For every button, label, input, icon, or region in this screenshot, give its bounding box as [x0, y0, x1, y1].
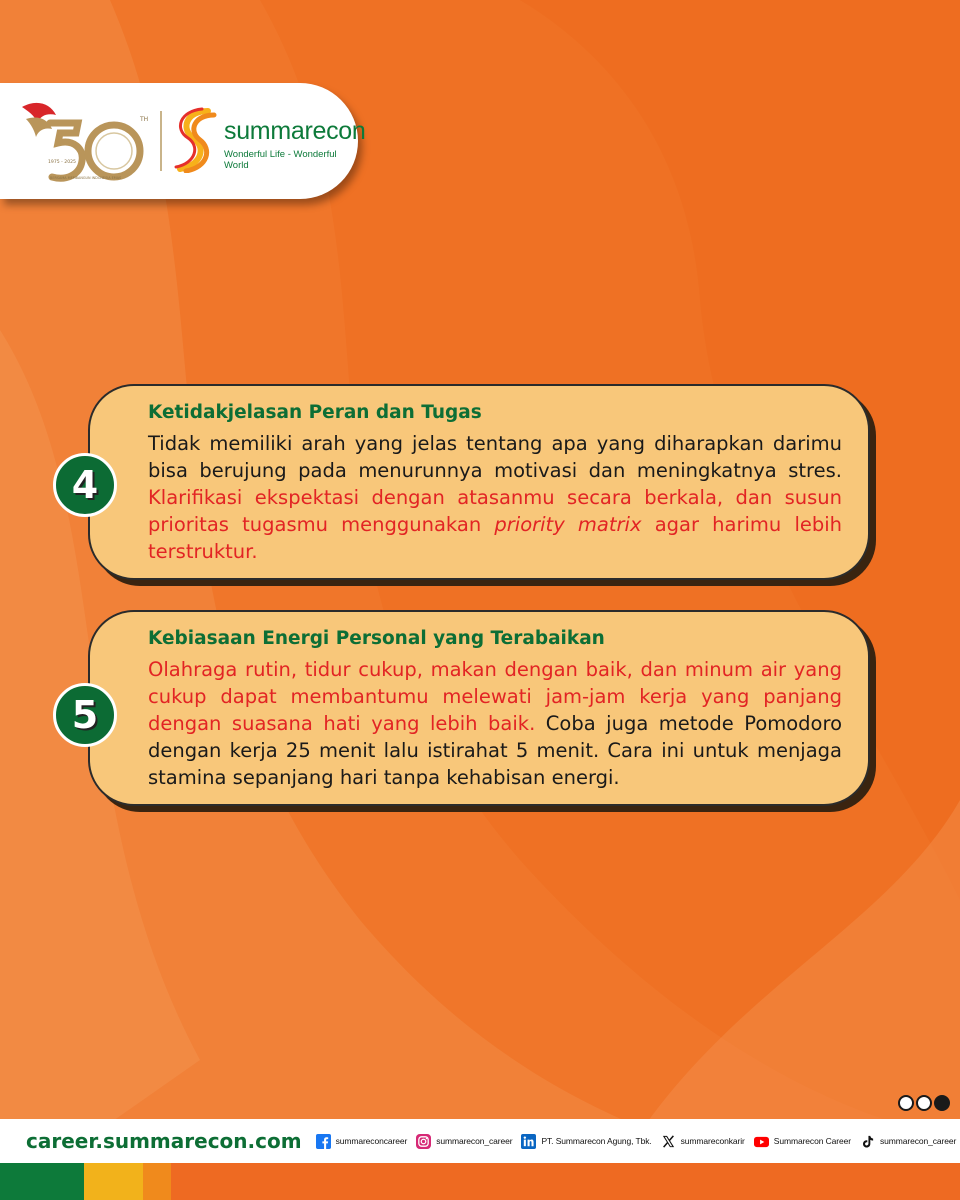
summarecon-s-mark: [172, 107, 222, 173]
card-5-title: Kebiasaan Energi Personal yang Terabaikan: [148, 628, 605, 649]
svg-text:TH: TH: [140, 116, 149, 123]
page-dot-2[interactable]: [916, 1095, 932, 1111]
card-4-body-italic: priority matrix: [494, 513, 642, 536]
instagram-icon: [416, 1134, 431, 1149]
instagram-handle: summarecon_career: [436, 1136, 513, 1146]
number-badge-4: 4: [53, 453, 117, 517]
facebook-icon: [316, 1134, 331, 1149]
logo-divider: [160, 111, 162, 171]
card-4-title: Ketidakjelasan Peran dan Tugas: [148, 402, 482, 423]
youtube-icon: [754, 1134, 769, 1149]
card-4-body-plain: Tidak memiliki arah yang jelas tentang apa yang diharapkan darimu bisa berujung pada menurunnya motivasi dan meningkatnya stres.: [148, 432, 842, 482]
card-5-body-highlight: Olahraga rutin, tidur cukup, makan dengan baik, dan minum air yang cukup dapat membantumu melewati jam-jam kerja yang panjang dengan suasana hati yang lebih baik.: [148, 658, 842, 735]
svg-text:BERSAMA MEMBANGUN INDONESIA EM: BERSAMA MEMBANGUN INDONESIA EMAS: [50, 176, 122, 180]
youtube-handle: Summarecon Career: [773, 1136, 851, 1146]
brand-name: summarecon: [224, 117, 366, 145]
social-tiktok[interactable]: [860, 1134, 956, 1149]
tip-card-5: [88, 610, 870, 806]
x-icon: [661, 1134, 676, 1149]
card-5-body: [148, 656, 842, 791]
strip-red-orange: [171, 1163, 960, 1200]
card-4-body: [148, 430, 842, 565]
tip-card-4: [88, 384, 870, 580]
facebook-handle: summareconcareer: [335, 1136, 408, 1146]
logo-header: [0, 83, 366, 199]
strip-yellow: [84, 1163, 143, 1200]
number-badge-5: 5: [53, 683, 117, 747]
linkedin-icon: [521, 1134, 536, 1149]
strip-orange: [143, 1163, 171, 1200]
page-dot-1[interactable]: [898, 1095, 914, 1111]
x-handle: summareconkarir: [680, 1136, 745, 1146]
tiktok-icon: [860, 1134, 875, 1149]
strip-green: [0, 1163, 84, 1200]
anniversary-50-logo: [16, 93, 156, 189]
pagination-dots: [898, 1095, 950, 1111]
social-x[interactable]: [661, 1134, 745, 1149]
social-instagram[interactable]: [416, 1134, 512, 1149]
footer-bar: [0, 1119, 960, 1163]
card-4-body-highlight-end: agar harimu lebih terstruktur.: [148, 513, 843, 563]
social-linkedin[interactable]: [521, 1134, 651, 1149]
svg-text:1975 - 2025: 1975 - 2025: [48, 160, 76, 165]
brand-tagline: Wonderful Life - Wonderful World: [224, 149, 337, 171]
linkedin-handle: PT. Summarecon Agung, Tbk.: [541, 1136, 652, 1146]
social-youtube[interactable]: [754, 1134, 851, 1149]
page-dot-3-active[interactable]: [934, 1095, 950, 1111]
career-website-link[interactable]: career.summarecon.com: [26, 1129, 302, 1153]
card-4-body-highlight: Klarifikasi ekspektasi dengan atasanmu secara berkala, dan susun prioritas tugasmu menggunakan: [148, 486, 842, 536]
tiktok-handle: summarecon_career: [879, 1136, 957, 1146]
card-5-body-plain: Coba juga metode Pomodoro dengan kerja 25 menit lalu istirahat 5 menit. Cara ini untuk menjaga stamina sepanjang hari tanpa kehabisan energi.: [148, 712, 843, 789]
social-facebook[interactable]: [316, 1134, 408, 1149]
